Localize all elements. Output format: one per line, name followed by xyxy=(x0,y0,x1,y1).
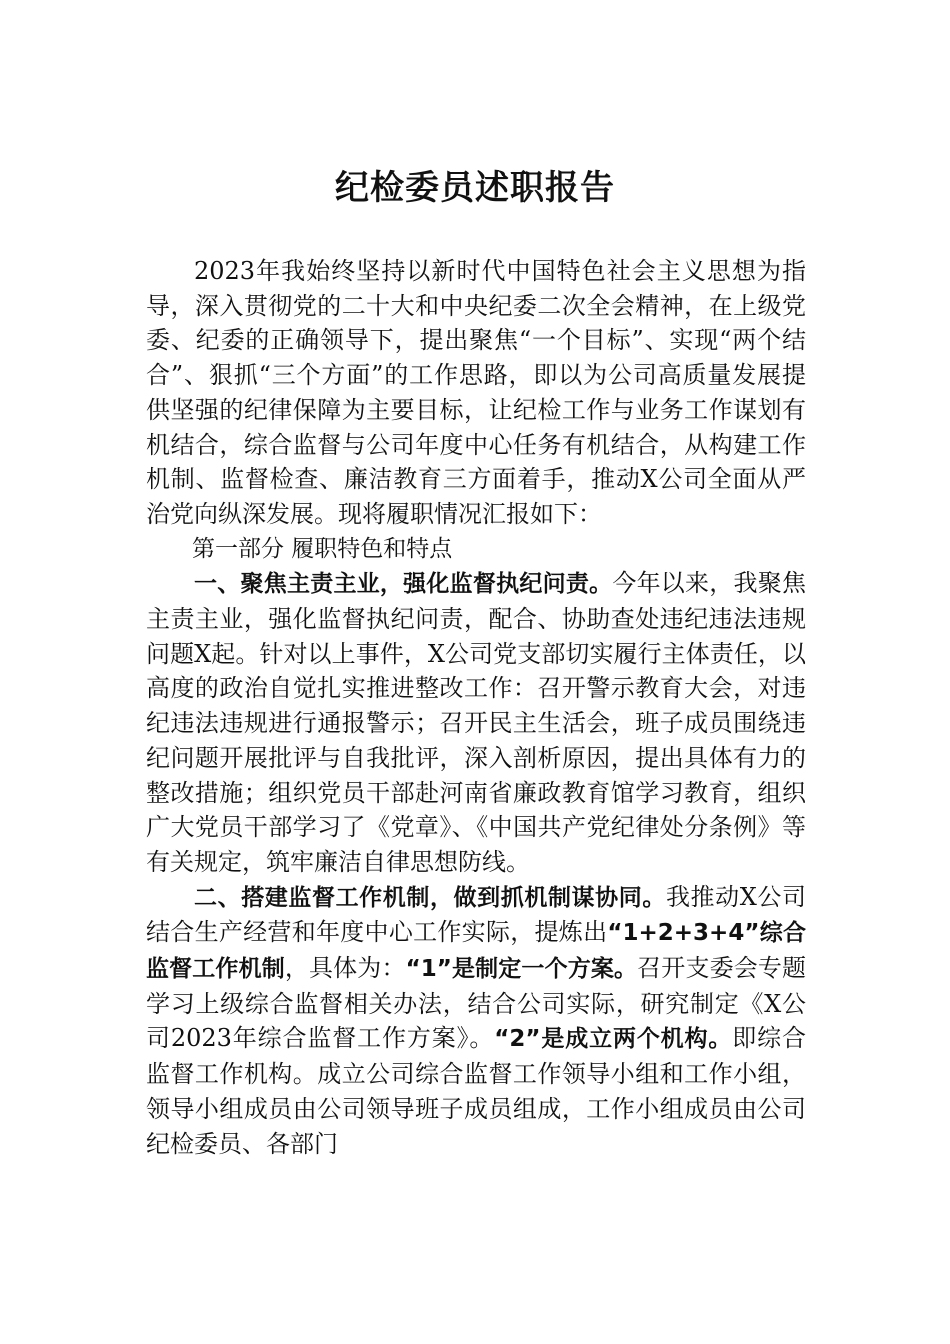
section-1-heading: 一、聚焦主责主业，强化监督执纪问责。 xyxy=(194,571,613,598)
section-2-text-b: ，具体为： xyxy=(284,954,406,983)
section-2-paragraph xyxy=(146,880,806,1162)
point-1-heading: “1”是制定一个方案。 xyxy=(405,956,638,983)
section-2-heading: 二、搭建监督工作机制，做到抓机制谋协同。 xyxy=(194,884,666,911)
section-1-text: 今年以来，我聚焦主责主业，强化监督执纪问责，配合、协助查处违纪违法违规问题X起。针对以上事件，X公司党支部切实履行主体责任，以高度的政治自觉扎实推进整改工作：召开警示教育大会，对违纪违法违规进行通报警示；召开民主生活会，班子成员围绕违纪问题开展批评与自我批评，深入剖析原因，提出具体有力的整改措施；组织党员干部赴河南省廉政教育馆学习教育，组织广大党员干部学习了《党章》、《中国共产党纪律处分条例》等有关规定，筑牢廉洁自律思想防线。 xyxy=(146,569,807,876)
point-2-heading: “2”是成立两个机构。 xyxy=(494,1026,733,1053)
intro-paragraph: 2023年我始终坚持以新时代中国特色社会主义思想为指导，深入贯彻党的二十大和中央纪委二次全会精神，在上级党委、纪委的正确领导下，提出聚焦“一个目标”、实现“两个结合”、狠抓“三个方面”的工作思路，即以为公司高质量发展提供坚强的纪律保障为主要目标，让纪检工作与业务工作谋划有机结合，综合监督与公司年度中心任务有机结合，从构建工作机制、监督检查、廉洁教育三方面着手，推动X公司全面从严治党向纵深发展。现将履职情况汇报如下： xyxy=(146,257,806,528)
section-2-text-d: 即综合监督工作机构。成立公司综合监督工作领导小组和工作小组，领导小组成员由公司领导班子成员组成，工作小组成员由公司纪检委员、各部门 xyxy=(146,1024,807,1158)
document-title: 纪检委员述职报告 xyxy=(335,168,615,208)
mechanism-name: “1+2+3+4”综合监督工作机制 xyxy=(146,920,807,983)
section-2-text-a: 我推动X公司结合生产经营和年度中心工作实际，提炼出 xyxy=(146,882,807,947)
section-1-paragraph xyxy=(146,566,806,879)
section-2-text-c: 召开支委会专题学习上级综合监督相关办法，结合公司实际，研究制定《X公司2023年综合监督工作方案》。 xyxy=(146,954,807,1053)
part-title: 第一部分 履职特色和特点 xyxy=(192,535,453,562)
document-body xyxy=(146,254,806,1161)
